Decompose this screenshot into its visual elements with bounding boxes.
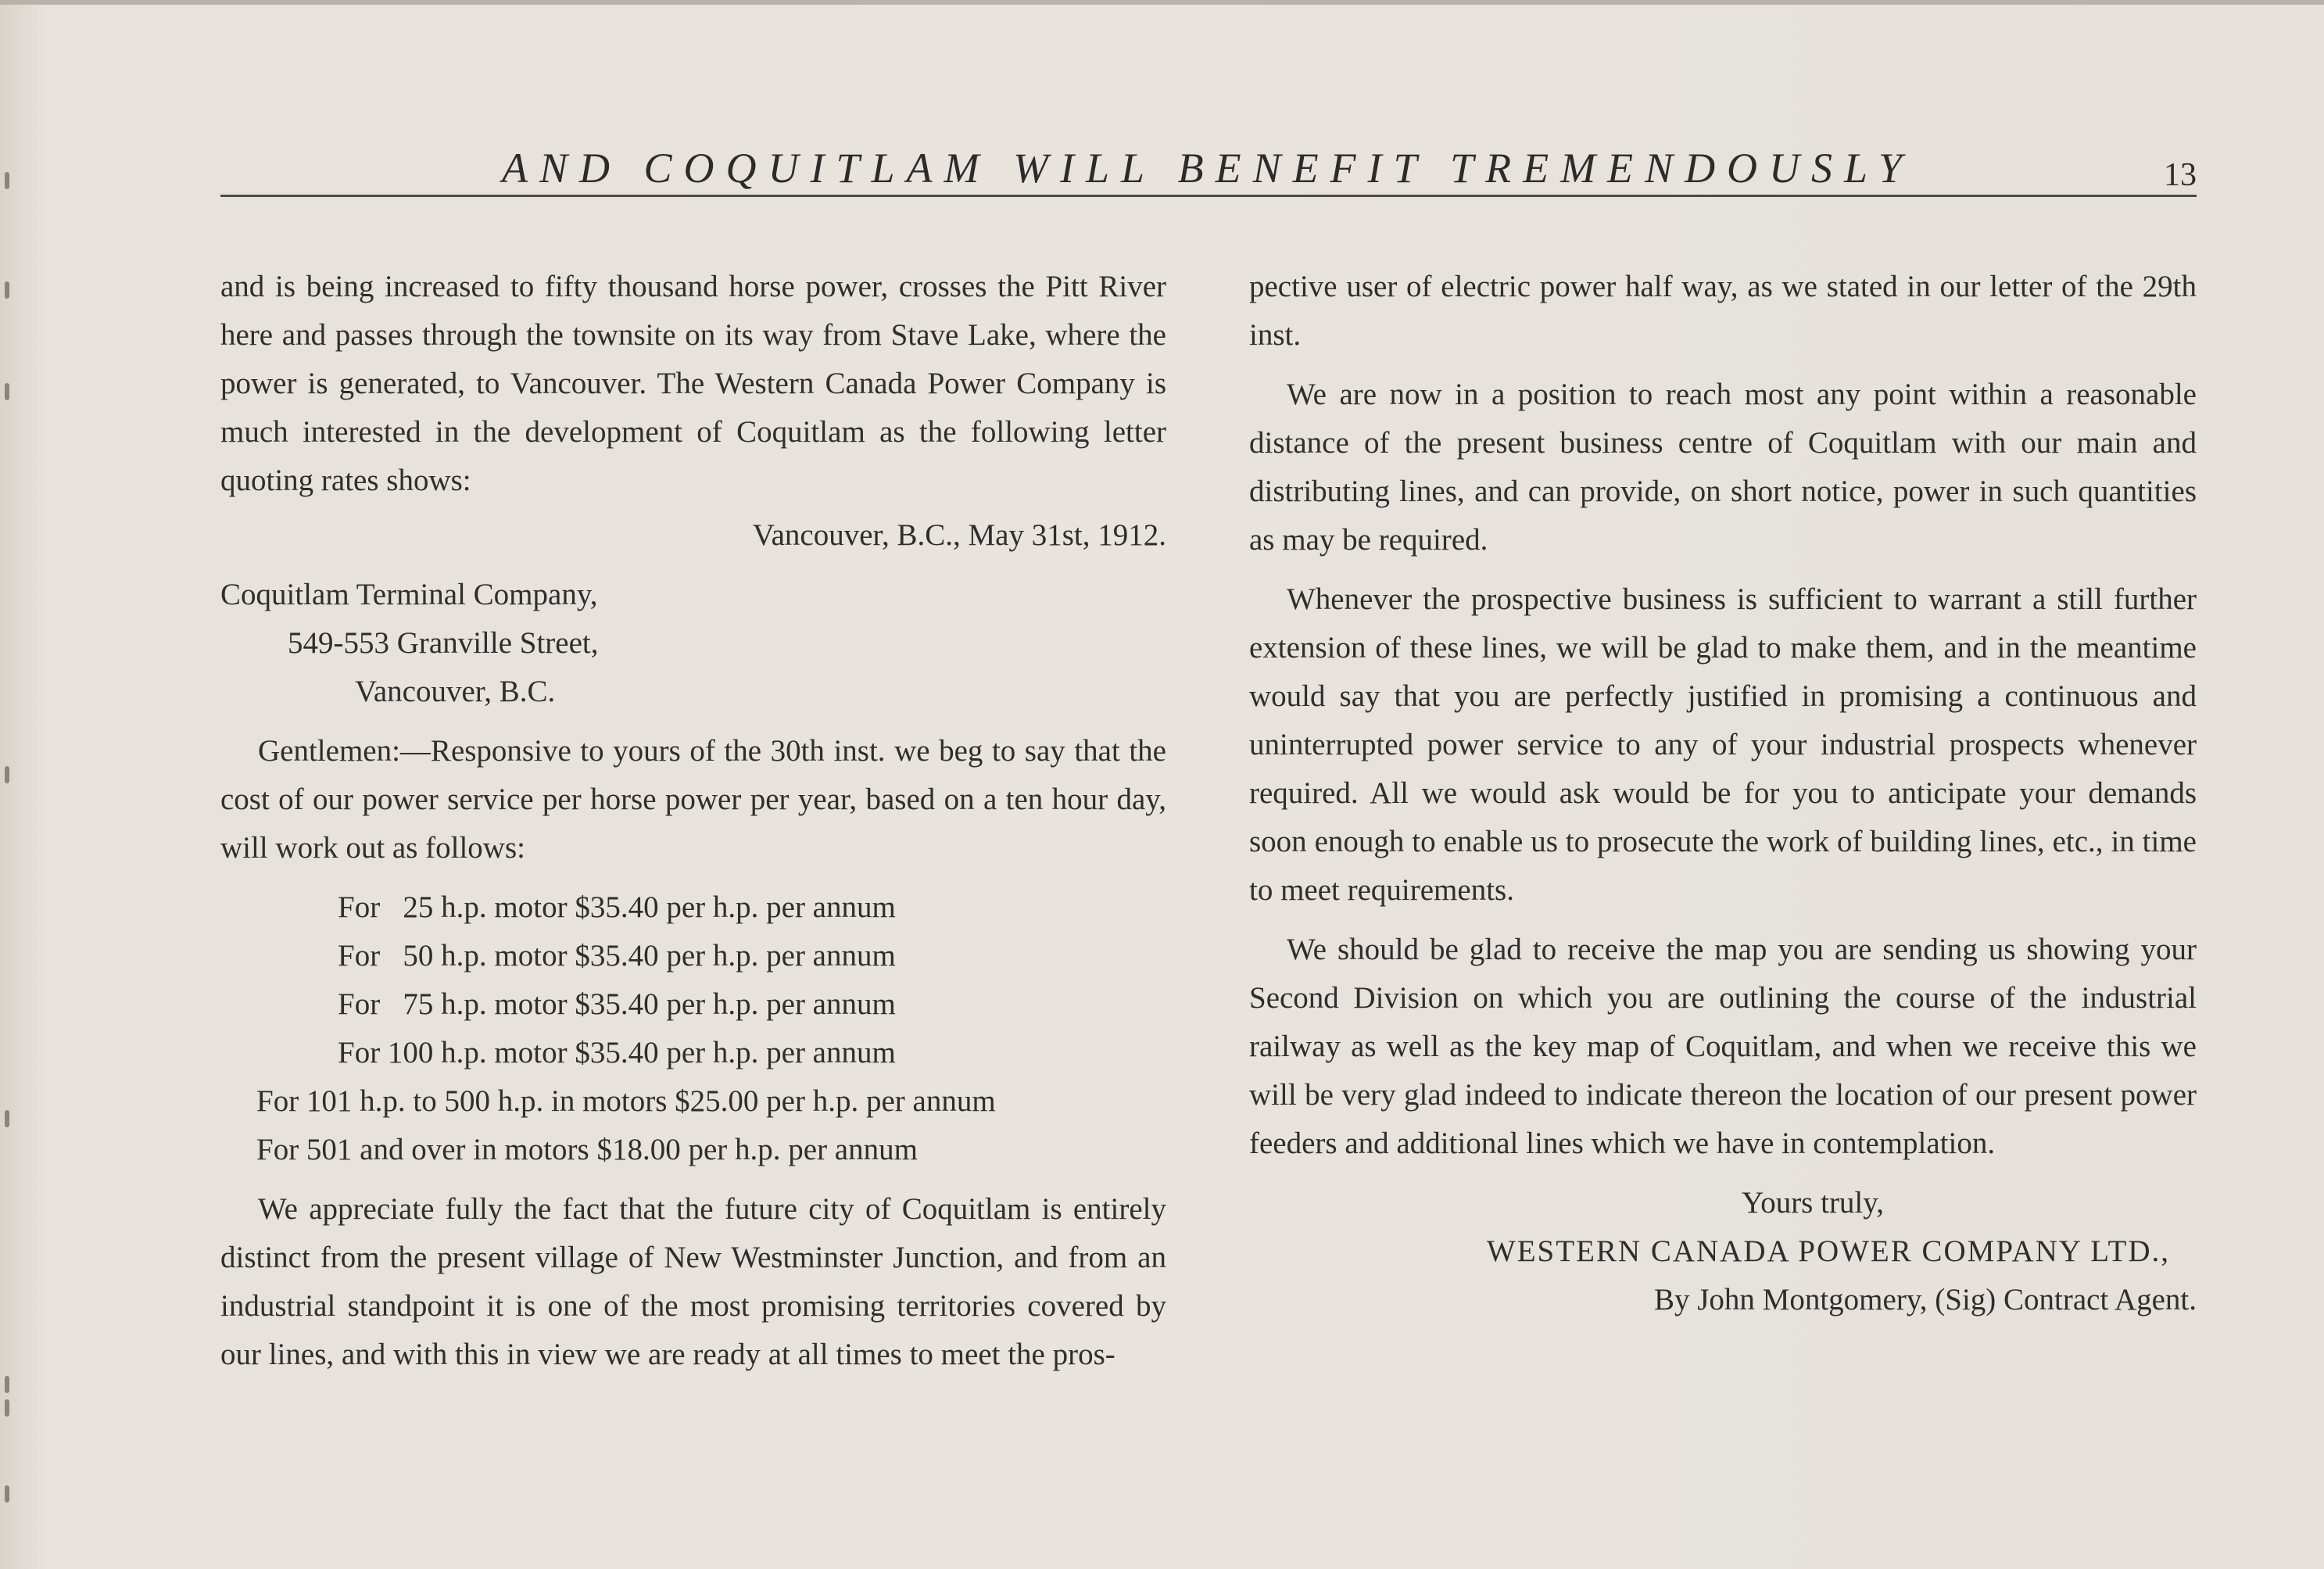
paragraph: Gentlemen:—Responsive to yours of the 30th inst. we beg to say that the cost of our power service per horse power per year, based on a ten hour day, will work out as follows: [220, 734, 1166, 865]
paragraph: We are now in a position to reach most any point within a reasonable distance of the present business centre of Coquitlam with our main and distributing lines, and can provide, on short notice, power in such quantities as may be required. [1249, 378, 2197, 557]
rate-line: For 25 h.p. motor $35.40 per h.p. per annum [338, 890, 896, 924]
binding-speck [5, 172, 9, 189]
paragraph: and is being increased to fifty thousand horse power, crosses the Pitt River here and passes through the townsite on its way from Stave Lake, where the power is generated, to Vancouver. The Western Canada Power Company is much interested in the development of Coquitlam as the following letter quoting rates shows: [220, 270, 1166, 497]
address-line: 549-553 Granville Street, [288, 626, 599, 660]
rates-list [220, 883, 1166, 1174]
paragraph: We appreciate fully the fact that the future city of Coquitlam is entirely distinct from the present village of New Westminster Junction, and from an industrial standpoint it is one of the most promising territories covered by our lines, and with this in view we are ready at all times to meet the pros- [220, 1192, 1166, 1371]
rate-line: For 50 h.p. motor $35.40 per h.p. per annum [338, 939, 896, 973]
binding-edge [0, 0, 23, 1569]
paragraph: Whenever the prospective business is sufficient to warrant a still further extension of these lines, we will be glad to make them, and in the meantime would say that you are perfectly justified in promising a continuous and uninterrupted power service to any of your industrial prospects whenever required. All we would ask would be for you to anticipate your demands soon enough to enable us to prosecute the work of building lines, etc., in time to meet requirements. [1249, 582, 2197, 907]
binding-speck [5, 1110, 9, 1127]
paragraph: pective user of electric power half way, as we stated in our letter of the 29th inst. [1249, 270, 2197, 352]
letter-date: Vancouver, B.C., May 31st, 1912. [752, 518, 1166, 552]
address-line: Vancouver, B.C. [355, 675, 556, 708]
paragraph: We should be glad to receive the map you are sending us showing your Second Division on which you are outlining the course of the industrial railway as well as the key map of Coquitlam, and when we receive this we will be very glad indeed to indicate thereon the location of our present power feeders and additional lines which we have in contemplation. [1249, 933, 2197, 1160]
rate-line: For 100 h.p. motor $35.40 per h.p. per annum [338, 1036, 896, 1069]
running-head: AND COQUITLAM WILL BENEFIT TREMENDOUSLY [502, 145, 1914, 192]
binding-speck [5, 281, 9, 299]
left-column [220, 263, 1166, 1390]
binding-speck [5, 1485, 9, 1503]
header-rule [220, 195, 2197, 197]
page-number: 13 [2164, 157, 2197, 193]
page-header [220, 139, 2197, 199]
binding-speck [5, 766, 9, 783]
letter-closing: Yours truly, [1741, 1186, 1884, 1220]
right-column [1249, 263, 2197, 1324]
page-top-edge [0, 0, 2324, 5]
rate-line: For 75 h.p. motor $35.40 per h.p. per annum [338, 987, 896, 1021]
address-line: Coquitlam Terminal Company, [220, 578, 598, 611]
binding-speck [5, 383, 9, 400]
company-signature: WESTERN CANADA POWER COMPANY LTD., [1486, 1234, 2170, 1268]
rate-line: For 501 and over in motors $18.00 per h.p. per annum [256, 1133, 918, 1166]
binding-speck [5, 1376, 9, 1393]
rate-line: For 101 h.p. to 500 h.p. in motors $25.00 per h.p. per annum [256, 1084, 996, 1118]
binding-speck [5, 1399, 9, 1417]
signatory-line: By John Montgomery, (Sig) Contract Agent. [1653, 1283, 2197, 1316]
